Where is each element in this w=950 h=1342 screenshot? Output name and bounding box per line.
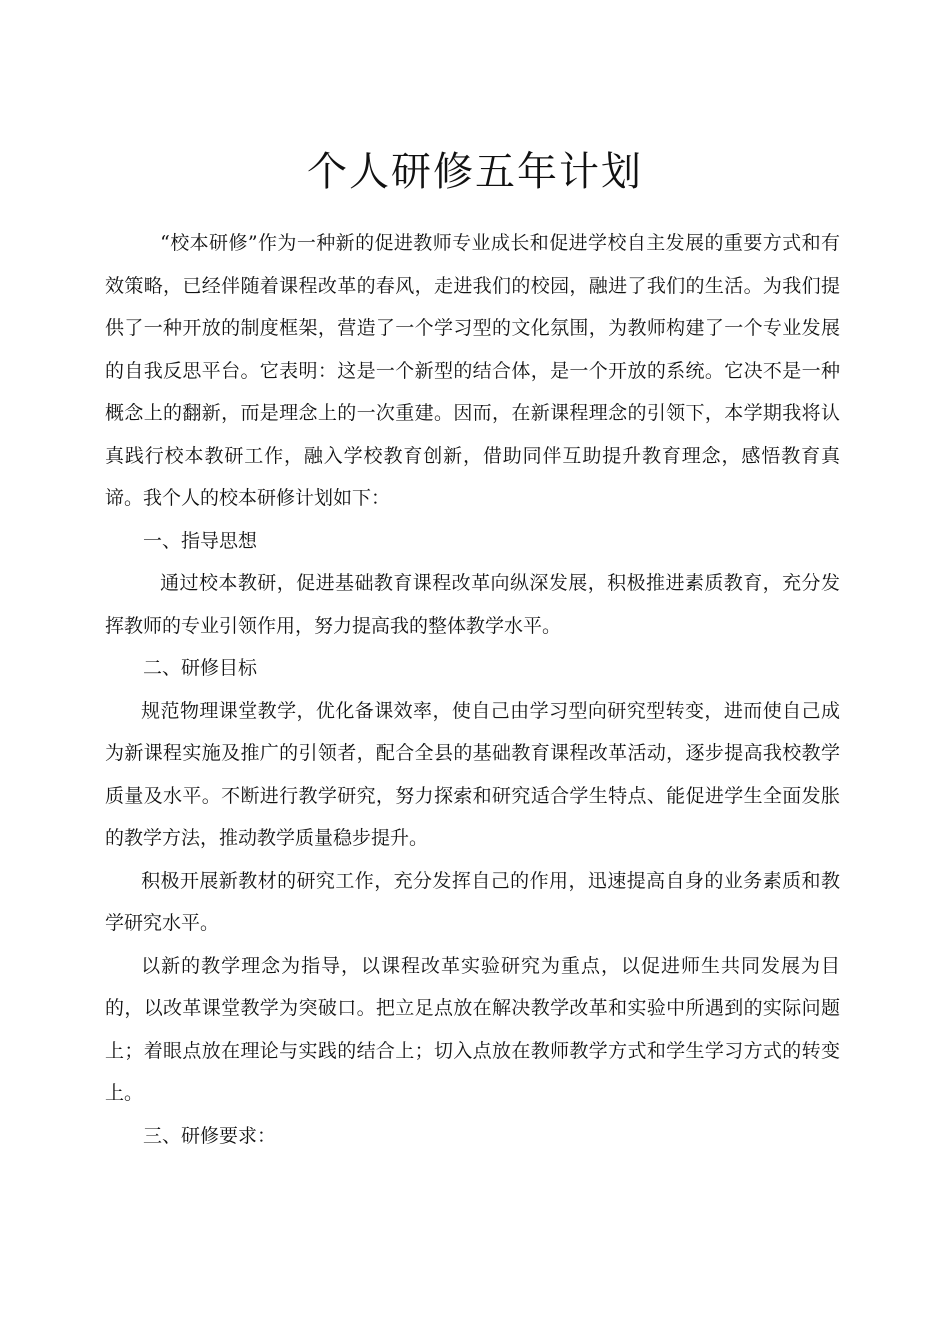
intro-paragraph: “校本研修”作为一种新的促进教师专业成长和促进学校自主发展的重要方式和有效策略，已经伴随着课程改革的春风，走进我们的校园，融进了我们的生活。为我们提供了一种开放的制度框架，营造了一个学习型的文化氛围，为教师构建了一个专业发展的自我反思平台。它表明：这是一个新型的结合体，是一个开放的系统。它决不是一种概念上的翻新，而是理念上的一次重建。因而，在新课程理念的引领下，本学期我将认真践行校本教研工作，融入学校教育创新，借助同伴互助提升教育理念，感悟教育真谛。我个人的校本研修计划如下： xyxy=(105,232,840,509)
section-heading-study-goals: 二、研修目标 xyxy=(143,657,258,679)
section-heading-guiding-ideology: 一、指导思想 xyxy=(143,529,258,552)
section-heading-study-requirements: 三、研修要求： xyxy=(143,1124,277,1147)
study-goals-paragraph: 以新的教学理念为指导，以课程改革实验研究为重点，以促进师生共同发展为目的，以改革课堂教学为突破口。把立足点放在解决教学改革和实验中所遇到的实际问题上；着眼点放在理论与实践的结合上；切入点放在教师教学方式和学生学习方式的转变上。 xyxy=(105,954,840,1104)
guiding-ideology-paragraph: 通过校本教研，促进基础教育课程改革向纵深发展，积极推进素质教育，充分发挥教师的专业引领作用，努力提高我的整体教学水平。 xyxy=(105,572,840,637)
study-goals-paragraph: 积极开展新教材的研究工作，充分发挥自己的作用，迅速提高自身的业务素质和教学研究水平。 xyxy=(105,869,840,934)
study-goals-paragraph: 规范物理课堂教学，优化备课效率，使自己由学习型向研究型转变，进而使自己成为新课程实施及推广的引领者，配合全县的基础教育课程改革活动，逐步提高我校教学质量及水平。不断进行教学研究，努力探索和研究适合学生特点、能促进学生全面发胀的教学方法，推动教学质量稳步提升。 xyxy=(105,699,840,849)
document-title: 个人研修五年计划 xyxy=(307,148,643,195)
document-body xyxy=(105,222,840,1157)
